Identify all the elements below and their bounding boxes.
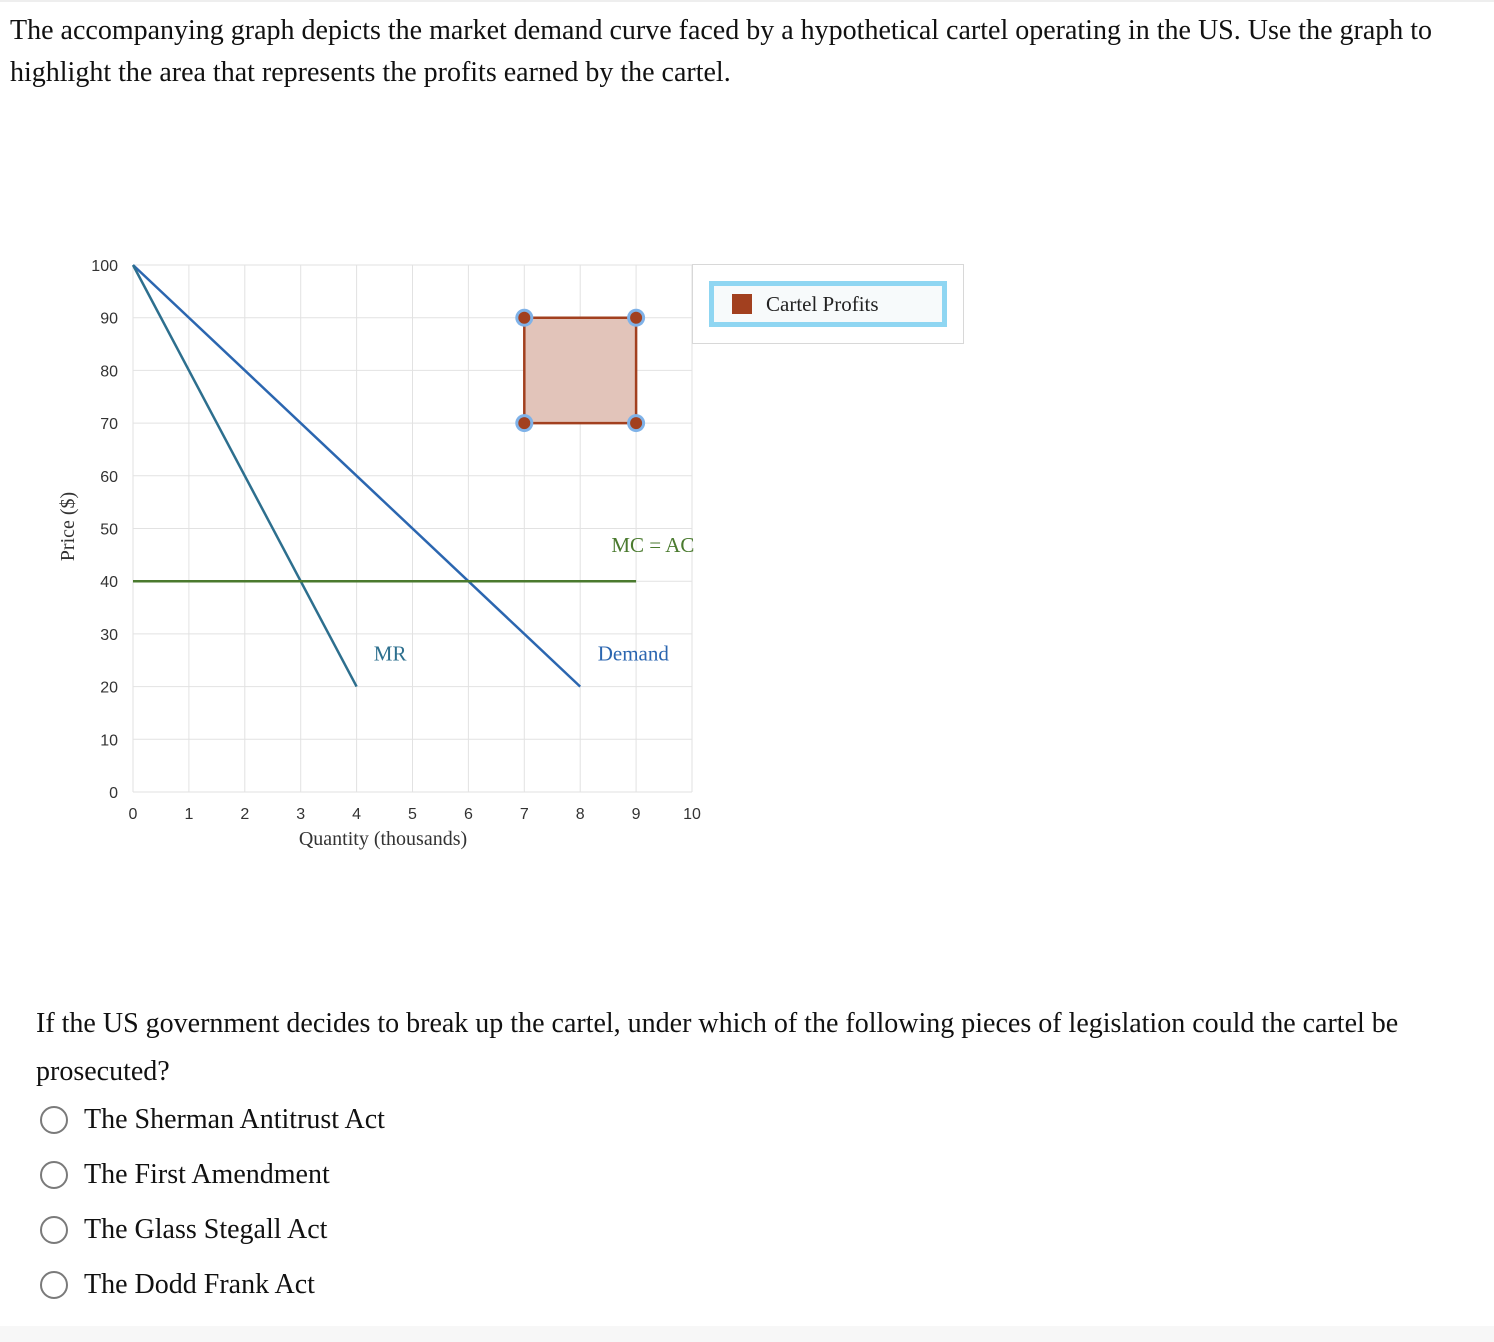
x-tick-label: 2	[240, 806, 250, 823]
mr-label: MR	[373, 641, 407, 666]
top-divider	[0, 0, 1494, 2]
x-tick-label: 8	[575, 806, 585, 823]
mc-ac-label: MC = AC	[611, 533, 695, 558]
option-label[interactable]: The Dodd Frank Act	[84, 1268, 315, 1300]
y-tick-label: 20	[100, 679, 118, 697]
y-tick-label: 40	[100, 574, 118, 592]
option-glass-stegall[interactable]	[40, 1202, 385, 1257]
radio-button[interactable]	[40, 1271, 68, 1299]
x-tick-label: 10	[683, 806, 701, 823]
x-tick-label: 3	[296, 806, 306, 823]
option-first-amendment[interactable]	[40, 1147, 385, 1202]
footer-band	[0, 1326, 1494, 1342]
x-tick-label: 9	[631, 806, 641, 823]
legend	[692, 264, 964, 344]
radio-button[interactable]	[40, 1216, 68, 1244]
x-tick-label: 4	[352, 806, 362, 823]
x-tick-label: 0	[128, 806, 138, 823]
y-axis-title: Price ($)	[57, 491, 79, 562]
y-tick-label: 0	[109, 785, 118, 802]
y-tick-label: 70	[100, 416, 118, 434]
option-label[interactable]: The Glass Stegall Act	[84, 1213, 328, 1245]
profit-vertex-point	[630, 417, 642, 429]
profit-vertex-point	[518, 417, 530, 429]
x-tick-label: 7	[519, 806, 529, 823]
legend-label: Cartel Profits	[766, 291, 879, 316]
profit-vertex-point	[518, 312, 530, 324]
legend-swatch	[732, 294, 752, 314]
answer-options	[40, 1092, 385, 1312]
demand-label: Demand	[597, 641, 669, 666]
x-tick-label: 6	[463, 806, 473, 823]
y-tick-label: 50	[100, 521, 118, 539]
x-tick-label: 5	[408, 806, 417, 823]
cartel-profits-area	[524, 318, 636, 423]
radio-button[interactable]	[40, 1161, 68, 1189]
legend-item-cartel-profits[interactable]	[709, 281, 947, 327]
profit-vertex-point	[630, 312, 642, 324]
option-dodd-frank[interactable]	[40, 1257, 385, 1312]
option-label[interactable]: The Sherman Antitrust Act	[84, 1103, 385, 1135]
radio-button[interactable]	[40, 1106, 68, 1134]
followup-question: If the US government decides to break up the cartel, under which of the following pieces of legislation could the cartel be prosecuted?	[36, 1008, 1399, 1087]
x-axis-title: Quantity (thousands)	[298, 828, 468, 850]
y-tick-label: 30	[100, 626, 118, 644]
option-label[interactable]: The First Amendment	[84, 1158, 330, 1190]
y-tick-label: 80	[100, 363, 118, 381]
y-tick-label: 100	[91, 258, 118, 275]
x-tick-label: 1	[184, 806, 194, 823]
option-sherman[interactable]	[40, 1092, 385, 1147]
y-tick-label: 10	[100, 732, 118, 750]
y-tick-label: 60	[100, 468, 118, 486]
question-intro: The accompanying graph depicts the market demand curve faced by a hypothetical cartel operating in the US. Use the graph to highlight the area that represents the profits earned by the cartel.	[10, 15, 1433, 88]
y-tick-label: 90	[100, 310, 118, 328]
